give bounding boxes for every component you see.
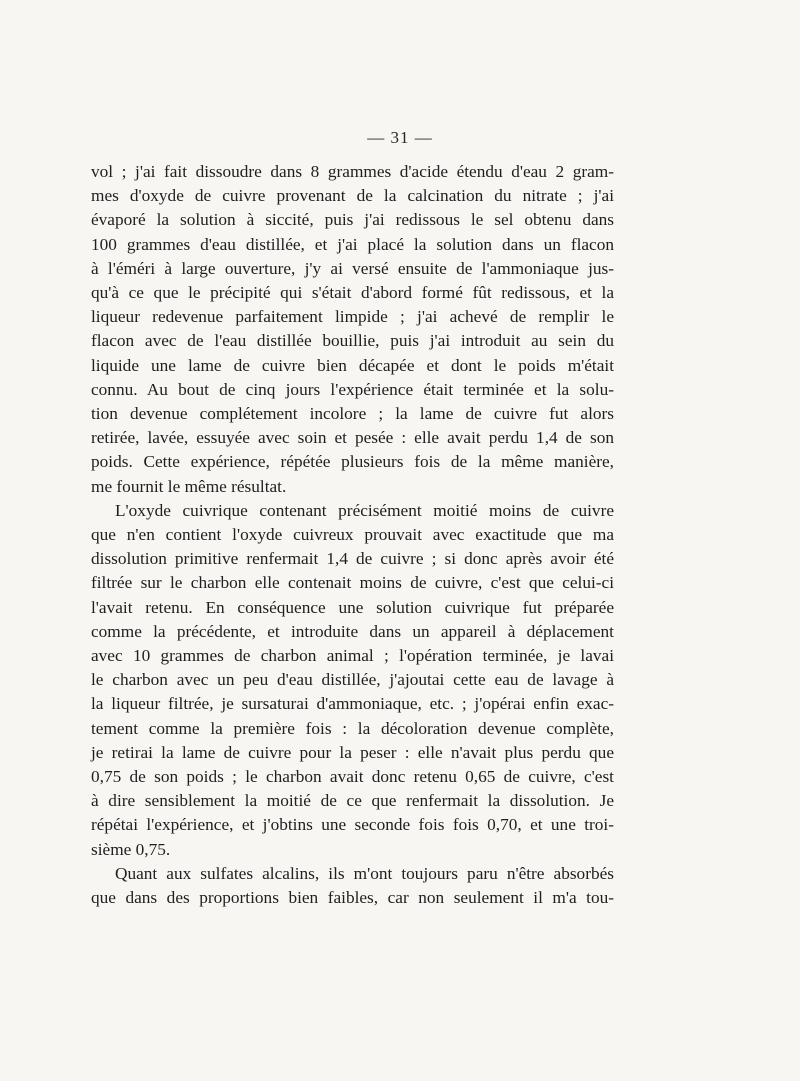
text-line: à l'éméri à large ouverture, j'y ai versé ensuite de l'ammoniaque jus- [91, 258, 614, 278]
text-line: que dans des proportions bien faibles, car non seulement il m'a tou- [91, 888, 614, 908]
text-line: filtrée sur le charbon elle contenait moins de cuivre, c'est que celui-ci [91, 573, 614, 593]
text-line: avec 10 grammes de charbon animal ; l'opération terminée, je lavai [91, 646, 614, 666]
text-line: liquide une lame de cuivre bien décapée et dont le poids m'était [91, 355, 614, 375]
text-line: Quant aux sulfates alcalins, ils m'ont toujours paru n'être absorbés [115, 863, 614, 883]
text-line: comme la précédente, et introduite dans un appareil à déplacement [91, 621, 614, 641]
text-line: qu'à ce que le précipité qui s'était d'abord formé fût redissous, et la [91, 283, 614, 303]
text-line: répétai l'expérience, et j'obtins une seconde fois fois 0,70, et une troi- [91, 815, 614, 835]
text-line: sième 0,75. [91, 839, 171, 859]
text-line: connu. Au bout de cinq jours l'expérience était terminée et la solu- [91, 379, 614, 399]
text-line: flacon avec de l'eau distillée bouillie, puis j'ai introduit au sein du [91, 331, 614, 351]
text-line: la liqueur filtrée, je sursaturai d'ammoniaque, etc. ; j'opérai enfin exac- [91, 694, 614, 714]
text-line: mes d'oxyde de cuivre provenant de la calcination du nitrate ; j'ai [91, 186, 614, 206]
text-line: 100 grammes d'eau distillée, et j'ai placé la solution dans un flacon [91, 234, 614, 254]
text-line: tion devenue complétement incolore ; la lame de cuivre fut alors [91, 404, 614, 424]
text-line: dissolution primitive renfermait 1,4 de cuivre ; si donc après avoir été [91, 549, 614, 569]
text-line: l'avait retenu. En conséquence une solution cuivrique fut préparée [91, 597, 614, 617]
text-line: liqueur redevenue parfaitement limpide ; j'ai achevé de remplir le [91, 307, 614, 327]
text-line: poids. Cette expérience, répétée plusieurs fois de la même manière, [91, 452, 614, 472]
text-line: retirée, lavée, essuyée avec soin et pesée : elle avait perdu 1,4 de son [91, 428, 614, 448]
text-line: 0,75 de son poids ; le charbon avait donc retenu 0,65 de cuivre, c'est [91, 767, 614, 787]
text-line: évaporé la solution à siccité, puis j'ai redissous le sel obtenu dans [91, 210, 614, 230]
text-line: tement comme la première fois : la décoloration devenue complète, [91, 718, 614, 738]
text-line: que n'en contient l'oxyde cuivreux prouvait avec exactitude que ma [91, 525, 614, 545]
text-line: me fournit le même résultat. [91, 476, 287, 496]
page-number: — 31 — [367, 128, 433, 147]
body-text [91, 160, 614, 910]
text-line: à dire sensiblement la moitié de ce que renfermait la dissolution. Je [91, 791, 614, 811]
text-line: L'oxyde cuivrique contenant précisément moitié moins de cuivre [115, 500, 614, 520]
text-line: vol ; j'ai fait dissoudre dans 8 grammes d'acide étendu d'eau 2 gram- [91, 162, 614, 181]
text-line: le charbon avec un peu d'eau distillée, j'ajoutai cette eau de lavage à [91, 670, 614, 690]
text-line: je retirai la lame de cuivre pour la peser : elle n'avait plus perdu que [91, 742, 614, 762]
